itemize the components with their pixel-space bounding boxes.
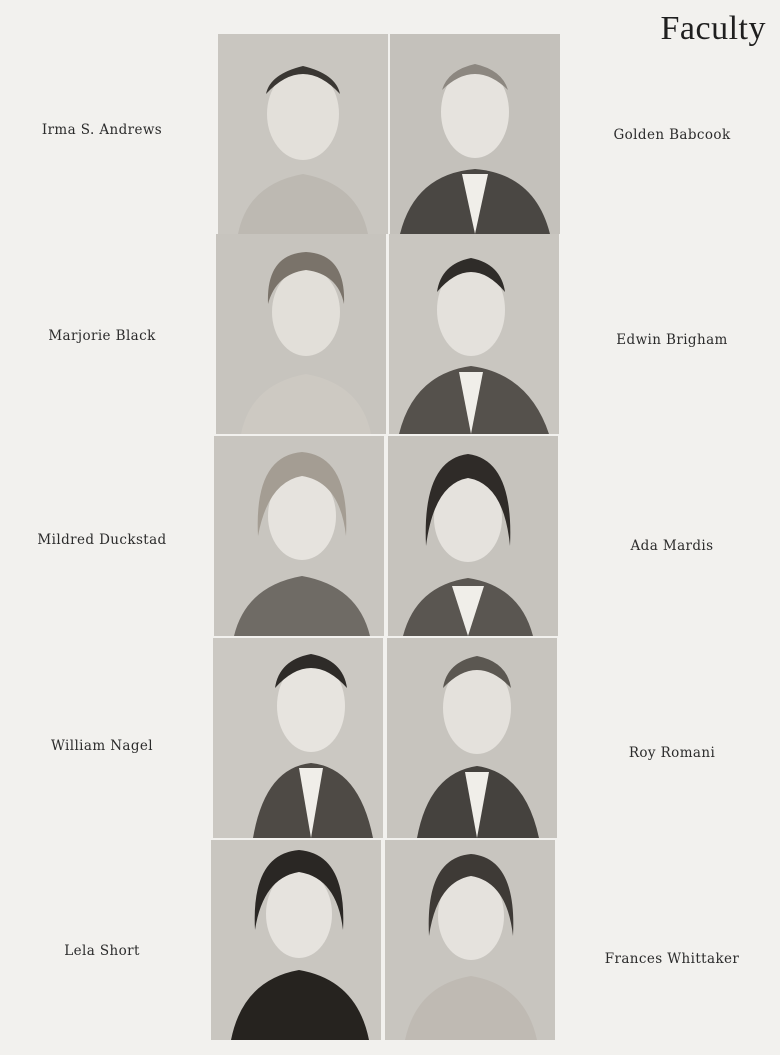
faculty-name-left: Marjorie Black [48, 328, 156, 344]
portrait-photo [211, 840, 381, 1040]
page-title: Faculty [660, 10, 766, 47]
faculty-name-right: Roy Romani [628, 745, 716, 761]
portrait-photo [214, 436, 384, 636]
faculty-name-right: Edwin Brigham [616, 332, 728, 348]
faculty-name-right: Golden Babcook [613, 127, 731, 143]
portrait-photo [385, 840, 555, 1040]
faculty-name-left: Lela Short [64, 943, 140, 959]
faculty-name-right: Frances Whittaker [604, 951, 740, 967]
faculty-name-left: Irma S. Andrews [41, 122, 163, 138]
portrait-photo [390, 34, 560, 234]
faculty-name-right: Ada Mardis [630, 538, 714, 554]
portrait-photo [387, 638, 557, 838]
faculty-name-left: William Nagel [50, 738, 154, 754]
portrait-photo [218, 34, 388, 234]
faculty-name-left: Mildred Duckstad [37, 532, 167, 548]
portrait-photo [388, 436, 558, 636]
portrait-photo [213, 638, 383, 838]
portrait-photo [389, 234, 559, 434]
portrait-photo [216, 234, 386, 434]
